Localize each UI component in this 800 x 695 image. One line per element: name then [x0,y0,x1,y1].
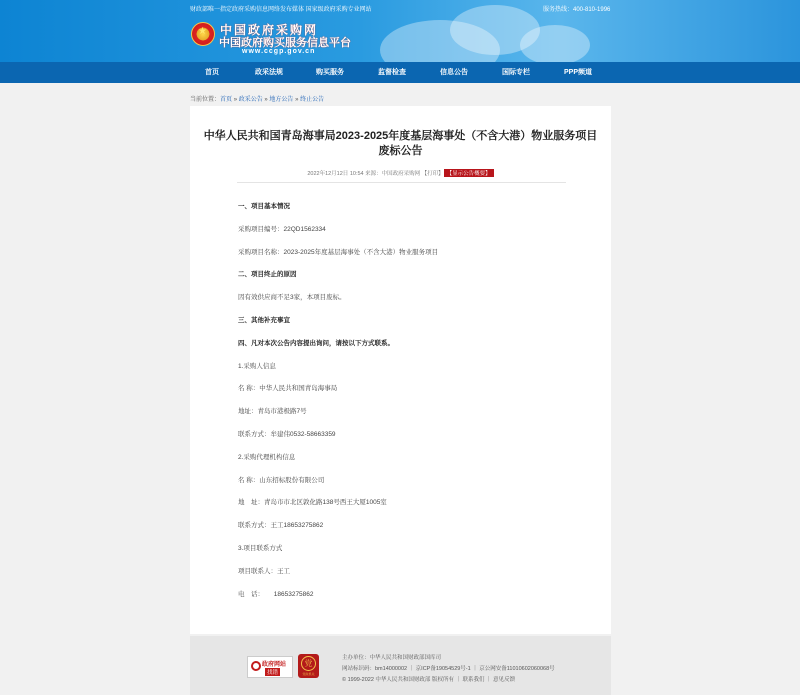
footer-registration: 网站标识码：bm14000002 ｜ 京ICP备19054529号-1 ｜ 京公网安备11010602060068号 [342,666,555,672]
gov-site-error-report-badge[interactable]: 政府网站 找错 [247,656,293,678]
site-notice: 财政部唯一指定政府采购信息网络发布媒体 国家级政府采购专业网站 [190,7,372,13]
nav-item-announcements[interactable]: 信息公告 [440,69,468,76]
site-logo-subtitle: 中国政府购买服务信息平台 [219,36,351,49]
main-nav [0,62,800,83]
footer-sponsor: 主办单位：中华人民共和国财政部国库司 [342,655,442,661]
paragraph: 地 址：青岛市市北区敦化路138号西王大厦1005室 [238,499,387,507]
nav-item-international[interactable]: 国际专栏 [502,69,530,76]
nav-item-home[interactable]: 首页 [205,69,219,76]
article-meta [190,169,611,177]
footer-copyright: © 1999-2022 中华人民共和国财政部 版权所有 ｜ 联系我们 ｜ 意见反馈 [342,677,516,683]
party-emblem-icon: 党 [301,656,316,671]
section-heading: 一、项目基本情况 [238,203,290,210]
nav-item-ppp[interactable]: PPP频道 [564,69,593,76]
magnifier-icon [251,661,261,671]
national-emblem-icon [191,22,215,46]
paragraph: 3.项目联系方式 [238,545,283,552]
breadcrumb-item-termination[interactable]: 终止公告 [300,97,325,103]
paragraph: 2.采购代理机构信息 [238,453,296,461]
article-title: 中华人民共和国青岛海事局2023-2025年度基层海事处（不含大港）物业服务项目 废标公告 [203,130,598,157]
site-logo-name[interactable]: 中国政府采购网 [220,23,319,37]
paragraph: 采购项目编号：22QD1562334 [238,225,326,233]
paragraph: 电 话： 18653275862 [238,590,314,598]
title-divider [237,182,566,183]
paragraph: 联系方式：牟建伟0532-58663359 [238,431,336,438]
section-heading: 四、凡对本次公告内容提出询问，请按以下方式联系。 [238,339,394,347]
paragraph: 名 称：中华人民共和国青岛海事局 [238,385,338,393]
nav-item-purchase-service[interactable]: 购买服务 [316,69,344,76]
paragraph: 1.采购人信息 [238,362,276,370]
section-heading: 三、其他补充事宜 [238,317,290,324]
paragraph: 项目联系人：王工 [238,567,290,575]
breadcrumb-item-home[interactable]: 首页 [220,97,233,103]
breadcrumb-item-local[interactable]: 地方公告 [269,97,294,103]
nav-item-supervision[interactable]: 监督检查 [378,69,406,76]
paragraph: 名 称：山东招标股份有限公司 [238,476,325,484]
breadcrumb-prefix: 当前位置： [190,97,221,103]
site-footer [190,636,611,695]
paragraph: 采购项目名称：2023-2025年度基层海事处（不含大港）物业服务项目 [238,248,439,256]
breadcrumb: 当前位置：首页 » 政采公告 » 地方公告 » 终止公告 [190,97,325,103]
paragraph: 联系方式：王工18653275862 [238,522,324,530]
site-header [0,0,800,62]
article-card [190,106,611,634]
site-url: www.ccgp.gov.cn [242,48,316,55]
party-gov-site-badge[interactable]: 党 党政机关 [298,654,319,678]
paragraph: 因有效供应商不足3家，本项目废标。 [238,294,346,302]
hotline: 服务热线：400-810-1996 [543,7,611,13]
show-summary-button[interactable]: 【显示公告概要】 [444,169,494,177]
paragraph: 地址：青岛市港极路7号 [238,408,307,416]
article-meta-text: 2022年12月12日 10:54 来源：中国政府采购网 【打印】 [307,171,444,177]
breadcrumb-item-announcements[interactable]: 政采公告 [238,97,263,103]
section-heading: 二、项目终止的原因 [238,271,297,279]
header-cloud-decoration [520,25,590,62]
nav-item-regulations[interactable]: 政采法规 [255,69,283,76]
